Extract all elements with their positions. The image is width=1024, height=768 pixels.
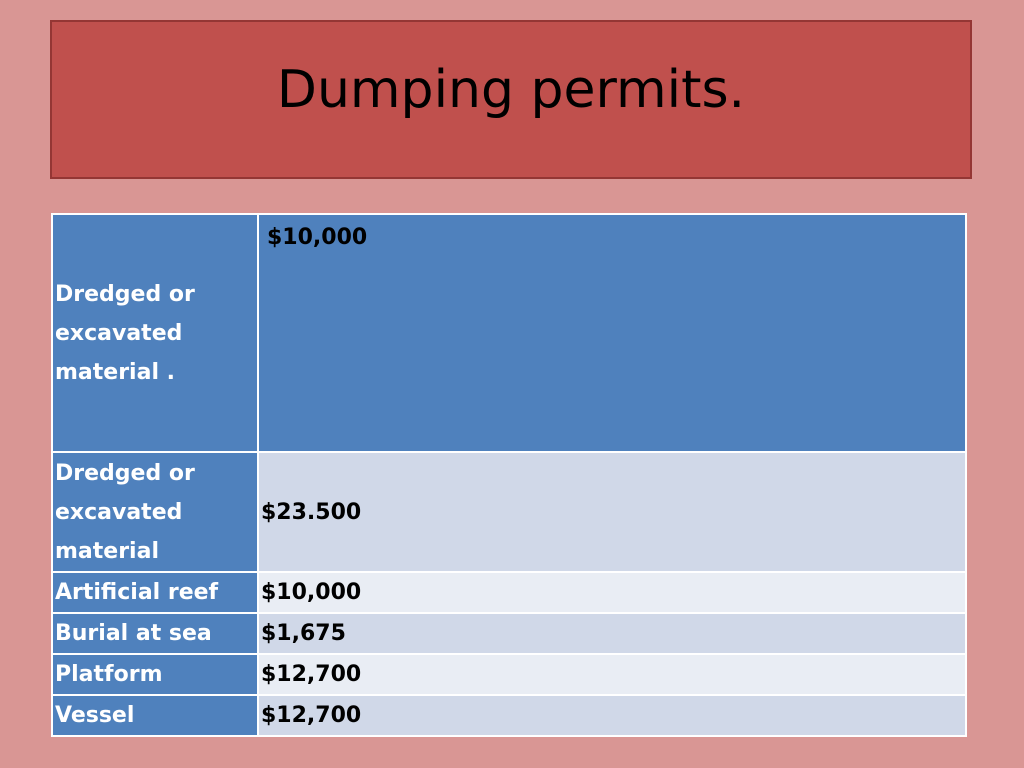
title-box: [50, 20, 972, 179]
permit-type-cell: Burial at sea: [52, 613, 258, 654]
permit-fee-cell: $10,000: [258, 572, 966, 613]
permit-type-cell: Platform: [52, 654, 258, 695]
permit-type-cell: Dredged or excavated material: [52, 452, 258, 572]
table-row: [52, 452, 966, 572]
permit-fee-cell: $23.500: [258, 452, 966, 572]
permit-type-cell: Dredged or excavated material .: [52, 214, 258, 452]
table-row: [52, 214, 966, 452]
table-row: [52, 695, 966, 736]
permits-table: [51, 213, 967, 737]
permit-fee-cell: $12,700: [258, 695, 966, 736]
table-row: [52, 613, 966, 654]
permit-fee-cell: $10,000: [258, 214, 966, 452]
permit-type-cell: Artificial reef: [52, 572, 258, 613]
table-row: [52, 572, 966, 613]
permit-fee-cell: $12,700: [258, 654, 966, 695]
permit-type-cell: Vessel: [52, 695, 258, 736]
permit-fee-cell: $1,675: [258, 613, 966, 654]
table-row: [52, 654, 966, 695]
slide-title: Dumping permits.: [276, 60, 746, 120]
